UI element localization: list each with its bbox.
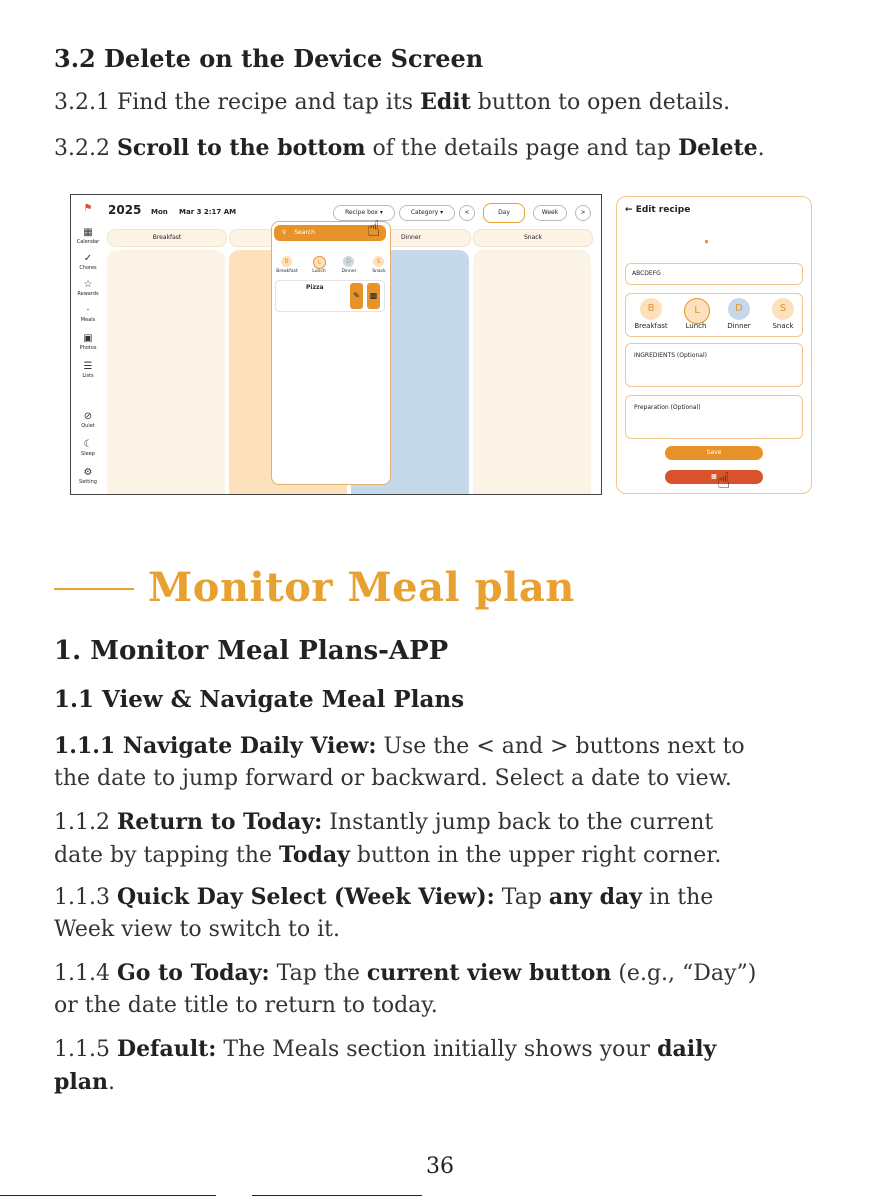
tablet-screenshot [70, 194, 602, 495]
paragraph-1-1-4 [54, 957, 854, 1022]
prev-button[interactable]: < [459, 205, 475, 221]
trash-icon: ▩ [711, 473, 717, 480]
recipe-name-field[interactable] [625, 263, 803, 285]
next-button[interactable]: > [575, 205, 591, 221]
edit-recipe-title: Edit recipe [635, 205, 691, 215]
column-header-breakfast: Breakfast [107, 229, 227, 247]
chip-label: Snack [772, 322, 794, 330]
step-emphasis: Delete [678, 135, 758, 161]
recipe-card[interactable] [275, 280, 385, 312]
nav-label: Photos [79, 345, 97, 351]
chip-label: Lunch [312, 269, 326, 274]
para-text: The Meals section initially shows your [216, 1037, 658, 1062]
nav-label: Setting [79, 479, 97, 485]
paragraph-1-1-1 [54, 730, 854, 795]
para-text: the date to jump forward or backward. Select a date to view. [54, 766, 732, 791]
save-button[interactable]: Save [665, 446, 763, 460]
paragraph-1-1-3 [54, 881, 854, 946]
section-heading-1: 1. Monitor Meal Plans-APP [54, 636, 449, 666]
preparation-label: Preparation (Optional) [634, 404, 701, 411]
nav-sleep[interactable] [71, 439, 105, 457]
gear-icon: ⚙ [83, 467, 93, 478]
category-dropdown[interactable]: Category ▾ [399, 205, 455, 221]
ingredients-label: INGREDIENTS (Optional) [634, 352, 707, 359]
footer-rule [0, 1195, 216, 1196]
para-text: or the date title to return to today. [54, 993, 438, 1018]
column-breakfast[interactable] [107, 250, 225, 494]
paragraph-1-1-2 [54, 806, 854, 872]
para-text: 1.1.5 [54, 1037, 117, 1062]
para-emphasis: Default: [116, 1036, 217, 1062]
step-emphasis: Edit [420, 89, 471, 115]
trash-icon: ▩ [369, 291, 378, 300]
edit-recipe-header[interactable] [625, 205, 690, 215]
meal-type-selector [625, 293, 803, 337]
calendar-icon: ▦ [83, 227, 93, 238]
para-text: Tap [494, 885, 549, 910]
date-time-label[interactable]: Mar 3 2:17 AM [179, 208, 237, 216]
preparation-field[interactable] [625, 395, 803, 439]
step-3-2-2 [54, 132, 765, 165]
chapter-rule [54, 588, 134, 590]
chip-dinner[interactable]: D [728, 298, 750, 320]
weekday-label[interactable]: Mon [151, 208, 168, 216]
star-icon: ☆ [83, 279, 93, 290]
para-text: Tap the [269, 961, 367, 986]
chip-label: Dinner [341, 269, 357, 274]
step-text: 3.2.2 [54, 136, 117, 161]
para-text: . [108, 1070, 115, 1095]
para-text: 1.1.2 [54, 810, 117, 835]
recipe-box-popup [271, 217, 391, 485]
chip-label: Breakfast [276, 269, 298, 274]
photo-icon: ▣ [83, 333, 93, 344]
chip-dinner[interactable]: D [343, 256, 354, 267]
moon-icon: ☾ [83, 439, 93, 450]
chip-breakfast[interactable]: B [281, 256, 292, 267]
nav-label: Chores [79, 265, 97, 271]
tablet-sidebar [71, 195, 105, 494]
chip-snack[interactable]: S [373, 256, 384, 267]
para-emphasis: Return to Today: [116, 809, 323, 835]
para-emphasis: Go to Today: [116, 960, 270, 986]
para-text: button in the upper right corner. [349, 843, 722, 868]
para-emphasis: Quick Day Select (Week View): [116, 884, 495, 910]
step-text: . [757, 136, 765, 161]
chip-breakfast[interactable]: B [640, 298, 662, 320]
day-view-button[interactable]: Day [483, 203, 525, 223]
para-emphasis: any day [548, 884, 643, 910]
nav-label: Calendar [76, 239, 100, 245]
chip-snack[interactable]: S [772, 298, 794, 320]
search-placeholder: Search [294, 229, 315, 236]
chapter-title: Monitor Meal plan [148, 564, 575, 611]
nav-rewards[interactable] [71, 279, 105, 297]
utensils-icon: ⸱ [86, 305, 90, 316]
week-view-button[interactable]: Week [533, 205, 567, 221]
column-header-snack: Snack [473, 229, 593, 247]
back-arrow-icon[interactable]: ← [625, 205, 633, 215]
para-text: (e.g., “Day”) [611, 961, 757, 986]
column-snack[interactable] [473, 250, 591, 494]
pointer-hand-icon: ☝ [367, 217, 381, 242]
pointer-hand-icon: ☝ [717, 469, 731, 494]
phone-screenshot [616, 196, 812, 494]
nav-lists[interactable] [71, 361, 105, 379]
step-emphasis: Scroll to the bottom [116, 135, 366, 161]
utensils-icon: ⸱ [703, 228, 710, 258]
nav-label: Sleep [81, 451, 95, 457]
nav-meals[interactable] [71, 305, 105, 323]
chip-label: Snack [372, 269, 386, 274]
section-heading-3-2: 3.2 Delete on the Device Screen [54, 44, 484, 73]
column-header-dinner: Dinner [351, 229, 471, 247]
recipe-name: Pizza [306, 284, 324, 291]
pencil-icon: ✎ [353, 291, 360, 300]
para-text: 1.1.3 [54, 885, 117, 910]
broom-icon: ✓ [83, 253, 93, 264]
logo-icon: ⚑ [83, 203, 93, 214]
nav-label: Lists [82, 373, 94, 379]
section-heading-1-1: 1.1 View & Navigate Meal Plans [54, 686, 465, 713]
para-text: 1.1.4 [54, 961, 117, 986]
para-emphasis: daily [657, 1036, 717, 1062]
recipe-name-value: ABCDEFG [632, 270, 661, 277]
paragraph-1-1-5 [54, 1033, 854, 1099]
search-icon: ⚲ [282, 229, 287, 236]
para-emphasis: plan [54, 1069, 108, 1095]
nav-calendar[interactable] [71, 227, 105, 245]
chip-label: Lunch [685, 322, 707, 330]
nav-quiet[interactable] [71, 411, 105, 429]
page-number: 36 [426, 1154, 454, 1179]
step-text: 3.2.1 Find the recipe and tap its [54, 90, 421, 115]
chip-label: Breakfast [634, 322, 668, 330]
step-text: button to open details. [470, 90, 731, 115]
edit-button[interactable] [350, 283, 363, 309]
para-text: Use the < and > buttons next to [376, 734, 745, 759]
step-text: of the details page and tap [365, 136, 679, 161]
step-3-2-1 [54, 86, 730, 119]
recipe-box-dropdown[interactable]: Recipe box ▾ [333, 205, 395, 221]
nav-label: Meals [80, 317, 96, 323]
para-emphasis: 1.1.1 Navigate Daily View: [54, 733, 377, 759]
mute-icon: ⊘ [83, 411, 93, 422]
para-text: date by tapping the [54, 843, 279, 868]
footer-rule [252, 1195, 422, 1196]
nav-label: Rewards [77, 291, 99, 297]
para-text: Instantly jump back to the current [322, 810, 714, 835]
nav-photos[interactable] [71, 333, 105, 351]
para-text: Week view to switch to it. [54, 917, 340, 942]
para-text: in the [642, 885, 714, 910]
delete-button[interactable] [367, 283, 380, 309]
delete-recipe-button[interactable] [665, 470, 763, 484]
chip-lunch[interactable]: L [684, 298, 710, 324]
year-title[interactable]: 2025 [108, 203, 142, 217]
list-icon: ☰ [83, 361, 93, 372]
nav-chores[interactable] [71, 253, 105, 271]
para-emphasis: Today [278, 842, 350, 868]
chip-label: Dinner [727, 322, 751, 330]
nav-label: Quiet [81, 423, 95, 429]
para-emphasis: current view button [366, 960, 612, 986]
nav-setting[interactable] [71, 467, 105, 485]
ingredients-field[interactable] [625, 343, 803, 387]
chip-lunch[interactable]: L [313, 256, 326, 269]
